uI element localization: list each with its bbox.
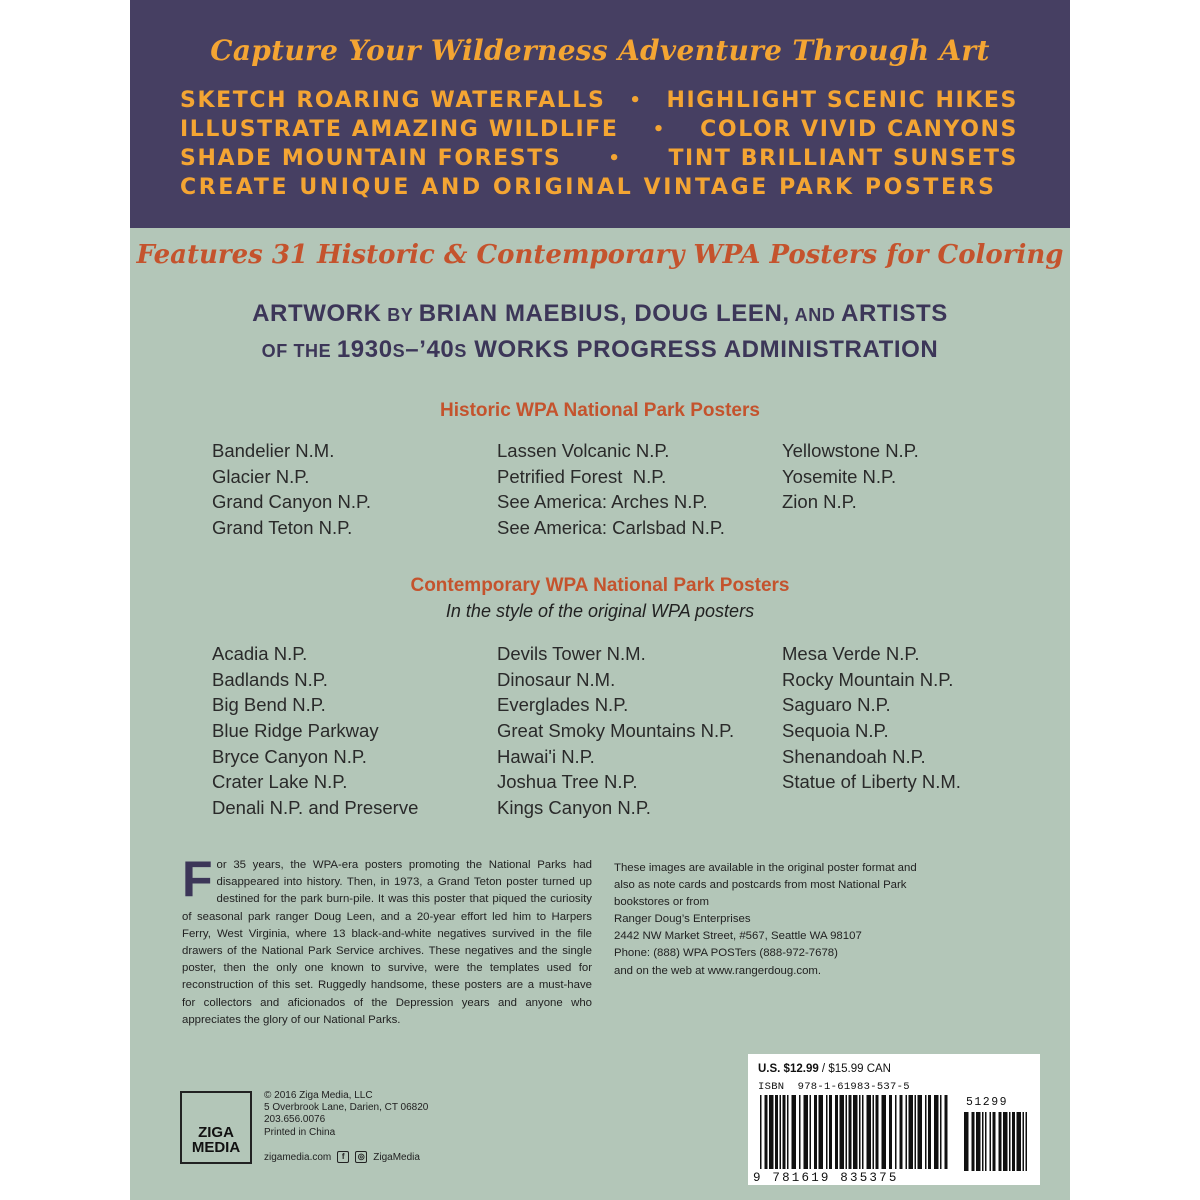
barcode-bar: [993, 1112, 996, 1171]
contemporary-section-subtitle: In the style of the original WPA posters: [445, 601, 755, 621]
availability-line: Ranger Doug’s Enterprises: [614, 913, 751, 926]
barcode-bar: [945, 1095, 948, 1169]
availability-line: also as note cards and postcards from most National Park: [614, 879, 907, 892]
back-cover: [130, 0, 1070, 1200]
contemporary-section-title: Contemporary WPA National Park Posters: [410, 575, 790, 596]
barcode-bar: [873, 1095, 875, 1169]
list-item: Petrified Forest N.P.: [497, 465, 667, 487]
credit-text: ARTWORK: [252, 300, 382, 327]
barcode-bar: [826, 1095, 828, 1169]
list-item: Great Smoky Mountains N.P.: [497, 720, 735, 742]
list-item: Statue of Liberty N.M.: [782, 771, 961, 793]
barcode-bar: [853, 1095, 858, 1169]
barcode-bar: [810, 1095, 812, 1169]
credit-text: AND: [789, 305, 842, 325]
barcode-bar: [862, 1095, 864, 1169]
list-item: Bandelier N.M.: [212, 440, 335, 461]
barcode-bar: [976, 1112, 981, 1171]
list-item: Dinosaur N.M.: [497, 668, 616, 690]
credit-text: WORKS PROGRESS ADMINISTRATION: [467, 336, 939, 363]
barcode-bar: [840, 1095, 845, 1169]
barcode-bar: [780, 1095, 782, 1169]
instagram-icon: ◎: [355, 1151, 367, 1163]
contemporary-list-column: [497, 641, 734, 821]
list-item: Kings Canyon N.P.: [497, 797, 651, 819]
barcode-bar: [859, 1095, 861, 1169]
barcode-bar: [909, 1095, 914, 1169]
logo-word: ZIGA: [198, 1124, 234, 1141]
isbn-barcode: [760, 1095, 950, 1169]
credit-text: –’40: [405, 336, 455, 363]
barcode-bar: [1026, 1112, 1028, 1171]
artwork-credit-line: [130, 300, 1070, 328]
list-item: Bryce Canyon N.P.: [212, 745, 367, 767]
barcode-bar: [928, 1095, 931, 1169]
publisher-line: Printed in China: [264, 1126, 336, 1138]
activity-item: SHADE MOUNTAIN FORESTS: [180, 146, 562, 171]
list-item: Denali N.P. and Preserve: [212, 797, 419, 819]
list-item: Crater Lake N.P.: [212, 771, 348, 793]
list-item: Lassen Volcanic N.P.: [497, 440, 670, 461]
credit-text: BRIAN MAEBIUS, DOUG LEEN,: [418, 300, 790, 327]
barcode-bar: [999, 1112, 1002, 1171]
list-item: See America: Carlsbad N.P.: [497, 517, 725, 539]
activity-line: [180, 88, 1018, 113]
list-item: Joshua Tree N.P.: [497, 771, 638, 793]
barcode-bar: [792, 1095, 797, 1169]
history-paragraph: [182, 851, 592, 1029]
barcode-bar: [900, 1095, 903, 1169]
activity-line: [180, 146, 1018, 171]
list-item: Saguaro N.P.: [782, 694, 891, 716]
activity-item: COLOR VIVID CANYONS: [700, 117, 1018, 142]
facebook-icon: f: [337, 1151, 349, 1163]
availability-line: and on the web at www.rangerdoug.com.: [614, 964, 822, 977]
list-item: Grand Canyon N.P.: [212, 491, 372, 513]
history-text: or 35 years, the WPA-era posters promoting the National Parks had disappeared into history. Then, in 1973, a Grand Teton poster turned up destined for the park burn-pile. It was this poster that piqued the curiosity of seasonal park ranger Doug Leen, and a 20-year effort led him to Harpers Ferry, West Virginia, where 13 black-and-white negatives survived in the file drawers of the National Park Service archives. These negatives and the single poster, then the only one known to survive, were the templates used for reconstruction of this set. Ruggedly handsome, these posters are a must-have for collectors and aficionados of the Depression years and anyone who appreciates the glory of our National Parks.: [182, 859, 592, 1026]
barcode-bar: [814, 1095, 817, 1169]
list-item: Big Bend N.P.: [212, 694, 326, 716]
list-item: Mesa Verde N.P.: [782, 643, 920, 664]
barcode-bar: [985, 1112, 987, 1171]
barcode-bar: [846, 1095, 848, 1169]
historic-list-column: [497, 438, 725, 541]
barcode-bar: [876, 1095, 879, 1169]
publisher-logo: [180, 1091, 252, 1164]
publisher-line: 203.656.0076: [264, 1114, 326, 1126]
barcode-bar: [829, 1095, 832, 1169]
barcode-bar: [895, 1095, 897, 1169]
publisher-line: 5 Overbrook Lane, Darien, CT 06820: [264, 1102, 429, 1114]
wpa-credit-line: [130, 336, 1070, 364]
credit-text: 1930: [336, 336, 393, 363]
barcode-bar: [1017, 1112, 1022, 1171]
barcode-bar: [972, 1112, 975, 1171]
list-item: Acadia N.P.: [212, 643, 308, 664]
barcode-bar: [964, 1112, 969, 1171]
header-band: [130, 0, 1070, 228]
barcode-bar: [849, 1095, 852, 1169]
publisher-social: [264, 1151, 420, 1163]
availability-line: 2442 NW Market Street, #567, Seattle WA 98107: [614, 930, 862, 943]
list-item: Devils Tower N.M.: [497, 643, 646, 664]
availability-info: [614, 860, 974, 980]
barcode-bar: [819, 1095, 824, 1169]
tagline: Capture Your Wilderness Adventure Through Art: [210, 34, 990, 67]
availability-line: Phone: (888) WPA POSTers (888-972-7678): [614, 947, 838, 960]
credit-text: S: [392, 341, 406, 361]
barcode-bar: [783, 1095, 786, 1169]
barcode-bar: [769, 1095, 774, 1169]
activity-item: TINT BRILLIANT SUNSETS: [668, 146, 1018, 171]
barcode-bar: [867, 1095, 872, 1169]
barcode-bar: [765, 1095, 768, 1169]
price-addon-number: 51299: [966, 1096, 1009, 1109]
activity-line: [180, 175, 1018, 200]
bullet-separator: •: [608, 148, 622, 169]
social-handle: ZigaMedia: [373, 1151, 420, 1163]
credit-text: ARTISTS: [841, 300, 948, 327]
availability-line: These images are available in the original poster format and: [614, 862, 917, 874]
drop-cap: F: [182, 851, 213, 907]
barcode-bar: [990, 1112, 992, 1171]
bullet-separator: •: [652, 119, 666, 140]
barcode-bar: [1023, 1112, 1025, 1171]
activity-line: [180, 117, 1018, 142]
barcode-bar: [760, 1095, 762, 1169]
barcode-bar: [1003, 1112, 1008, 1171]
barcode-bar: [787, 1095, 789, 1169]
barcode-bar: [1012, 1112, 1015, 1171]
contemporary-list-column: [782, 641, 961, 795]
publisher-info: [264, 1090, 428, 1139]
barcode-bar: [835, 1095, 838, 1169]
historic-list-column: [782, 438, 919, 515]
barcode-bar: [925, 1095, 927, 1169]
barcode-bar: [906, 1095, 908, 1169]
list-item: Hawai'i N.P.: [497, 745, 595, 767]
barcode-bar: [889, 1095, 892, 1169]
credit-text: S: [454, 341, 467, 361]
activity-item: SKETCH ROARING WATERFALLS: [180, 88, 606, 113]
barcode-bar: [915, 1095, 917, 1169]
list-item: Yellowstone N.P.: [782, 440, 919, 461]
barcode-bar: [934, 1095, 939, 1169]
list-item: Glacier N.P.: [212, 465, 310, 487]
historic-list-column: [212, 438, 371, 541]
availability-line: bookstores or from: [614, 896, 709, 909]
list-item: Badlands N.P.: [212, 668, 328, 690]
list-item: Zion N.P.: [782, 491, 857, 513]
barcode-bar: [982, 1112, 984, 1171]
activity-item: HIGHLIGHT SCENIC HIKES: [666, 88, 1018, 113]
list-item: Shenandoah N.P.: [782, 745, 926, 767]
bullet-separator: •: [629, 90, 643, 111]
credit-text: OF THE: [261, 341, 337, 361]
publisher-website: zigamedia.com: [264, 1151, 332, 1163]
price-label: [758, 1063, 891, 1075]
barcode-bar: [940, 1095, 942, 1169]
list-item: Sequoia N.P.: [782, 720, 889, 742]
credit-text: BY: [381, 305, 419, 325]
list-item: Everglades N.P.: [497, 694, 629, 716]
barcode-bar: [804, 1095, 809, 1169]
activity-item: ILLUSTRATE AMAZING WILDLIFE: [180, 117, 619, 142]
barcode-bar: [1009, 1112, 1011, 1171]
ean-number: 9 781619 835375: [753, 1171, 899, 1185]
barcode-bar: [775, 1095, 778, 1169]
barcode-bar: [882, 1095, 887, 1169]
barcode-bar: [799, 1095, 801, 1169]
barcode-bar: [918, 1095, 923, 1169]
list-item: Rocky Mountain N.P.: [782, 668, 954, 690]
contemporary-list-column: [212, 641, 418, 821]
publisher-logo-text: [182, 1125, 250, 1155]
historic-section-title: Historic WPA National Park Posters: [440, 400, 760, 421]
activity-item: CREATE UNIQUE AND ORIGINAL VINTAGE PARK POSTERS: [180, 175, 997, 200]
price-can: / $15.99 CAN: [818, 1063, 891, 1075]
logo-word: MEDIA: [191, 1139, 241, 1156]
features-heading: Features 31 Historic & Contemporary WPA Posters for Coloring: [136, 240, 1064, 270]
list-item: Yosemite N.P.: [782, 465, 897, 487]
list-item: See America: Arches N.P.: [497, 491, 708, 513]
list-item: Blue Ridge Parkway: [212, 720, 379, 742]
isbn-label: ISBN 978-1-61983-537-5: [758, 1081, 910, 1093]
publisher-line: © 2016 Ziga Media, LLC: [264, 1090, 373, 1101]
price-us: U.S. $12.99: [758, 1063, 819, 1075]
list-item: Grand Teton N.P.: [212, 517, 353, 539]
price-addon-barcode: [964, 1112, 1032, 1171]
barcode-panel: [748, 1054, 1040, 1185]
